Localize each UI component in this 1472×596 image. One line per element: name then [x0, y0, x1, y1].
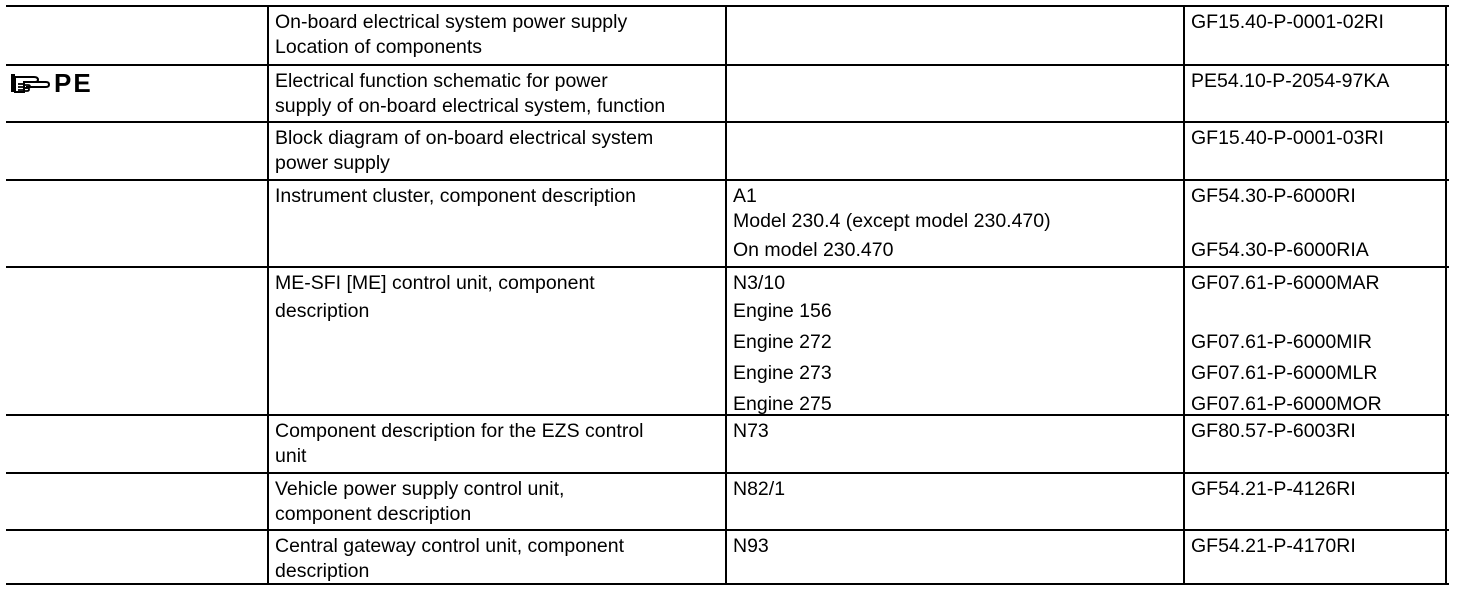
reference-cell	[1183, 474, 1447, 529]
document-reference-link[interactable]: GF07.61-P-6000MOR	[1191, 393, 1382, 415]
table-row	[6, 64, 1449, 121]
document-reference-link[interactable]: GF54.21-P-4170RI	[1191, 535, 1356, 557]
designation-cell	[725, 123, 1183, 179]
designation-cell	[725, 531, 1183, 585]
pointing-hand-icon	[10, 71, 50, 95]
document-reference-link[interactable]: GF54.30-P-6000RI	[1191, 185, 1356, 207]
document-reference-link[interactable]: GF07.61-P-6000MLR	[1191, 362, 1378, 384]
designation-cell	[725, 7, 1183, 64]
document-reference-link[interactable]: GF07.61-P-6000MIR	[1191, 331, 1372, 353]
designation-cell	[725, 416, 1183, 472]
description-cell	[267, 474, 725, 529]
description-line: Vehicle power supply control unit,	[275, 478, 565, 500]
description-line: description	[275, 560, 370, 582]
table-row	[6, 414, 1449, 472]
description-line: Component description for the EZS control	[275, 420, 644, 442]
document-reference-link[interactable]: GF15.40-P-0001-03RI	[1191, 127, 1384, 149]
reference-cell	[1183, 416, 1447, 472]
designation-cell	[725, 474, 1183, 529]
table-row	[6, 7, 1449, 64]
designation-cell	[725, 181, 1183, 266]
document-reference-link[interactable]: GF54.21-P-4126RI	[1191, 478, 1356, 500]
description-cell	[267, 66, 725, 121]
document-reference-link	[1191, 299, 1445, 330]
description-line: power supply	[275, 152, 390, 174]
pe-marker	[10, 68, 93, 98]
marker-cell	[6, 416, 267, 472]
reference-cell	[1183, 531, 1447, 585]
table-row	[6, 121, 1449, 179]
description-line: ME-SFI [ME] control unit, component	[275, 272, 595, 294]
designation-line: Engine 273	[733, 362, 832, 384]
marker-cell	[6, 181, 267, 266]
description-line: Central gateway control unit, component	[275, 535, 625, 557]
designation-line: Engine 272	[733, 331, 832, 353]
description-cell	[267, 416, 725, 472]
description-line: Block diagram of on-board electrical system	[275, 127, 654, 149]
marker-cell	[6, 7, 267, 64]
designation-cell	[725, 66, 1183, 121]
designation-cell	[725, 268, 1183, 414]
description-line: supply of on-board electrical system, function	[275, 95, 666, 117]
marker-cell	[6, 474, 267, 529]
reference-cell	[1183, 7, 1447, 64]
document-reference-link[interactable]: GF80.57-P-6003RI	[1191, 420, 1356, 442]
description-line: component description	[275, 503, 472, 525]
table-row	[6, 472, 1449, 529]
description-cell	[267, 181, 725, 266]
marker-cell	[6, 531, 267, 585]
designation-line: N82/1	[733, 478, 786, 500]
document-reference-link	[1191, 209, 1445, 238]
marker-cell	[6, 123, 267, 179]
document-reference-link[interactable]: GF15.40-P-0001-02RI	[1191, 11, 1384, 33]
designation-line: Engine 275	[733, 393, 832, 415]
table-row	[6, 529, 1449, 585]
reference-table	[6, 5, 1449, 585]
designation-line: N3/10	[733, 272, 786, 294]
pe-label: PE	[54, 68, 93, 98]
table-row	[6, 266, 1449, 414]
description-cell	[267, 7, 725, 64]
document-reference-link[interactable]: GF07.61-P-6000MAR	[1191, 272, 1380, 294]
table-row	[6, 179, 1449, 266]
description-cell	[267, 268, 725, 414]
designation-line: On model 230.470	[733, 239, 894, 261]
description-line: Electrical function schematic for power	[275, 70, 608, 92]
marker-cell	[6, 268, 267, 414]
document-reference-link[interactable]: GF54.30-P-6000RIA	[1191, 239, 1369, 261]
designation-line: N93	[733, 535, 769, 557]
reference-cell	[1183, 66, 1447, 121]
marker-cell	[6, 66, 267, 121]
document-reference-link[interactable]: PE54.10-P-2054-97KA	[1191, 70, 1390, 92]
designation-line: Model 230.4 (except model 230.470)	[733, 210, 1051, 232]
description-cell	[267, 531, 725, 585]
description-line: unit	[275, 445, 307, 467]
description-line: Location of components	[275, 36, 483, 58]
description-line: Instrument cluster, component description	[275, 185, 636, 207]
description-line: On-board electrical system power supply	[275, 11, 628, 33]
designation-line: Engine 156	[733, 300, 832, 322]
description-line: description	[275, 300, 370, 322]
description-cell	[267, 123, 725, 179]
reference-cell	[1183, 268, 1447, 414]
reference-cell	[1183, 181, 1447, 266]
designation-line: N73	[733, 420, 769, 442]
reference-cell	[1183, 123, 1447, 179]
designation-line: A1	[733, 185, 757, 207]
